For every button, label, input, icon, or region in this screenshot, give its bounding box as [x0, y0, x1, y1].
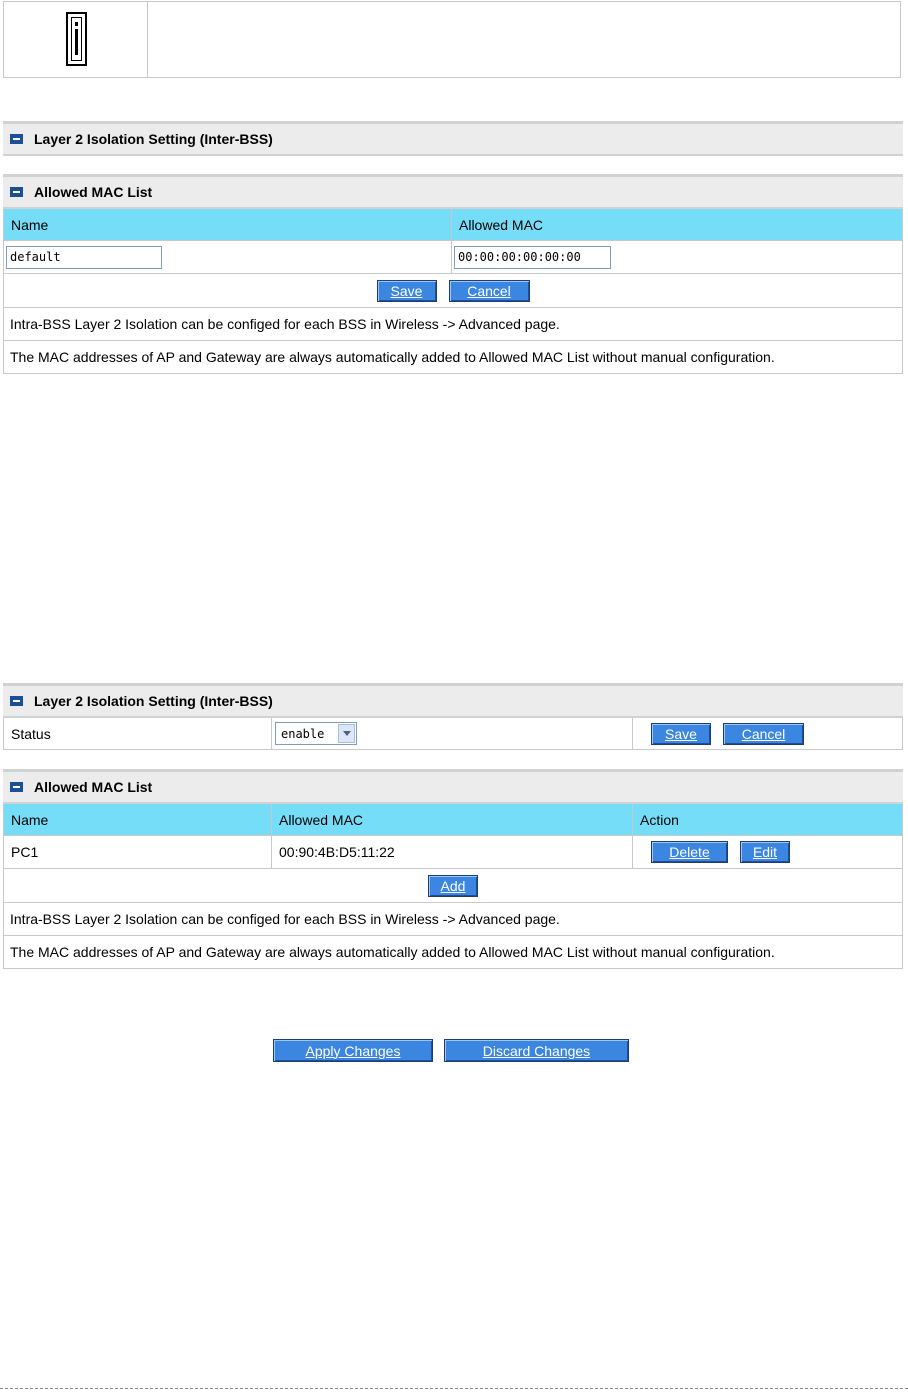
allowed-mac-edit-table: [3, 209, 903, 374]
allowed-mac-list-header: [3, 174, 903, 209]
section-title: Allowed MAC List: [34, 779, 153, 795]
info-note-box: [3, 1, 901, 78]
name-input[interactable]: default: [6, 246, 162, 269]
column-header-allowed-mac: Allowed MAC: [272, 804, 633, 835]
table-header-row: [4, 804, 902, 836]
section-title: Allowed MAC List: [34, 184, 153, 200]
note-row: [4, 903, 902, 936]
intra-bss-note: Intra-BSS Layer 2 Isolation can be configed for each BSS in Wireless -> Advanced page.: [10, 911, 560, 927]
info-icon-cell: [4, 2, 148, 77]
action-cell: [633, 836, 902, 868]
section-title: Layer 2 Isolation Setting (Inter-BSS): [34, 693, 273, 709]
note-row: [4, 341, 902, 374]
intra-bss-note: Intra-BSS Layer 2 Isolation can be configed for each BSS in Wireless -> Advanced page.: [10, 316, 560, 332]
status-table: [3, 718, 903, 750]
status-value-cell: [272, 718, 633, 749]
button-row: [4, 274, 902, 308]
mac-input[interactable]: 00:00:00:00:00:00: [454, 246, 611, 269]
mac-cell: 00:90:4B:D5:11:22: [272, 836, 633, 868]
save-button[interactable]: Save: [651, 723, 711, 745]
status-buttons-cell: [633, 718, 902, 749]
add-button[interactable]: Add: [428, 875, 478, 897]
delete-button[interactable]: Delete: [651, 841, 728, 863]
table-header-row: [4, 209, 902, 241]
mac-cell: [452, 241, 902, 273]
name-cell: [4, 241, 452, 273]
apply-changes-button[interactable]: Apply Changes: [273, 1039, 433, 1062]
column-header-name: Name: [4, 209, 452, 240]
cancel-button[interactable]: Cancel: [723, 723, 804, 745]
chevron-down-icon[interactable]: [338, 724, 355, 743]
arrow-icon: [10, 782, 23, 792]
arrow-icon: [10, 696, 23, 706]
table-row: [4, 836, 902, 869]
allowed-mac-list-header: [3, 769, 903, 804]
inter-bss-section-header: [3, 121, 903, 156]
status-label: Status: [11, 725, 51, 742]
button-row: [4, 869, 902, 903]
page-divider: [0, 1388, 908, 1389]
allowed-mac-list-table: [3, 804, 903, 969]
arrow-icon: [10, 134, 23, 144]
table-row: [4, 241, 902, 274]
status-label-cell: [4, 718, 272, 749]
inter-bss-section-header: [3, 683, 903, 718]
cancel-button[interactable]: Cancel: [449, 280, 530, 302]
column-header-allowed-mac: Allowed MAC: [459, 216, 544, 233]
status-select[interactable]: enable: [275, 722, 357, 745]
section-title: Layer 2 Isolation Setting (Inter-BSS): [34, 131, 273, 147]
name-cell: PC1: [4, 836, 272, 868]
note-row: [4, 308, 902, 341]
gateway-note: The MAC addresses of AP and Gateway are always automatically added to Allowed MAC List without manual configuration.: [10, 944, 775, 960]
note-row: [4, 936, 902, 969]
edit-button[interactable]: Edit: [740, 841, 790, 863]
status-row: [4, 718, 902, 750]
arrow-icon: [10, 187, 23, 197]
info-icon: [66, 12, 87, 66]
column-header-action: Action: [640, 811, 679, 828]
column-header-name: Name: [4, 804, 272, 835]
save-button[interactable]: Save: [377, 280, 437, 302]
discard-changes-button[interactable]: Discard Changes: [444, 1039, 629, 1062]
gateway-note: The MAC addresses of AP and Gateway are always automatically added to Allowed MAC List without manual configuration.: [10, 349, 775, 365]
